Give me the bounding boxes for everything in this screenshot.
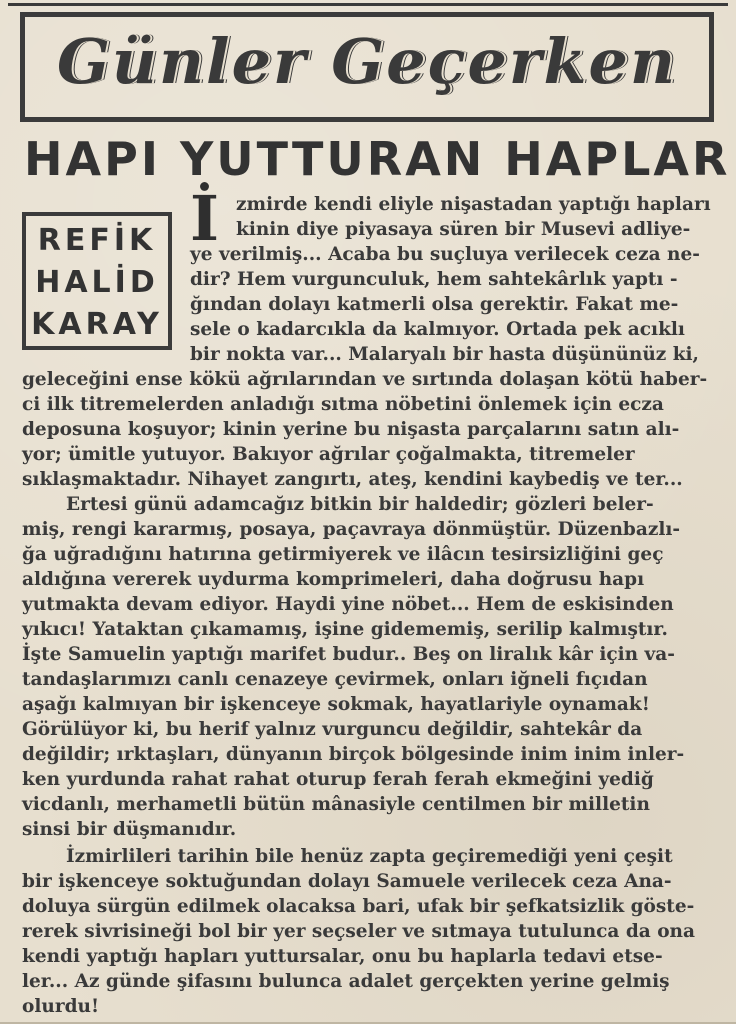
article-line: İzmirlileri tarihin bile henüz zapta geçiremediği yeni çeşit bbox=[66, 846, 673, 867]
article-line: olurdu! bbox=[22, 996, 100, 1017]
article-line: bir nokta var... Malaryalı bir hasta düşününüz ki, bbox=[190, 344, 700, 365]
article-line: dir? Hem vurgunculuk, hem sahtekârlık yaptı - bbox=[190, 269, 678, 290]
column-header-box bbox=[20, 12, 714, 122]
article-line: sıklaşmaktadır. Nihayet zangırtı, ateş, kendini kaybediş ve ter... bbox=[22, 469, 683, 490]
article-line: doluya sürgün edilmek olacaksa bari, ufak bir şefkatsizlik göste- bbox=[22, 896, 695, 917]
article-line: miş, rengi kararmış, posaya, paçavraya dönmüştür. Düzenbazlı- bbox=[22, 519, 681, 540]
article-line: ci ilk titremelerden anladığı sıtma nöbetini önlemek için ecza bbox=[22, 394, 664, 415]
article-line: zmirde kendi eliyle nişastadan yaptığı hapları bbox=[236, 194, 711, 215]
article-line: geleceğini ense kökü ağrılarından ve sırtında dolaşan kötü haber- bbox=[22, 369, 708, 390]
article-line: değildir; ırktaşları, dünyanın birçok bölgesinde inim inim inler- bbox=[22, 744, 685, 765]
article-line: rerek sivrisineği bol bir yer seçseler ve sıtmaya tutulunca da ona bbox=[22, 921, 695, 942]
article-line: sele o kadarcıkla da kalmıyor. Ortada pek acıklı bbox=[190, 319, 685, 340]
article-line: sinsi bir düşmanıdır. bbox=[22, 819, 237, 840]
article-line: İşte Samuelin yaptığı marifet budur.. Beş on liralık kâr için va- bbox=[22, 644, 675, 665]
article-line: aldığına vererek uydurma komprimeleri, daha doğrusu hapı bbox=[22, 569, 645, 590]
article-line: ğından dolayı katmerli olsa gerektir. Fakat me- bbox=[190, 294, 679, 315]
article-line: kendi yaptığı hapları yuttursalar, onu bu haplarla tedavi etse- bbox=[22, 946, 663, 967]
article-line: Ertesi günü adamcağız bitkin bir haldedir; gözleri beler- bbox=[66, 494, 654, 515]
article-line: ye verilmiş... Acaba bu suçluya verilecek ceza ne- bbox=[190, 244, 700, 265]
article-line: Görülüyor ki, bu herif yalnız vurguncu değildir, sahtekâr da bbox=[22, 719, 643, 740]
article-line: yıkıcı! Yataktan çıkamamış, işine gidememiş, serilip kalmıştır. bbox=[22, 619, 668, 640]
article-line: bir işkenceye soktuğundan dolayı Samuele verilecek ceza Ana- bbox=[22, 871, 672, 892]
top-rule bbox=[8, 3, 728, 6]
article-line: vicdanlı, merhametli bütün mânasiyle centilmen bir milletin bbox=[22, 794, 650, 815]
article-line: aşağı kalmıyan bir işkenceye sokmak, hayatlariyle oynamak! bbox=[22, 694, 650, 715]
drop-cap: İ bbox=[190, 182, 220, 255]
author-box bbox=[22, 212, 172, 350]
article-line: ken yurdunda rahat rahat oturup ferah ferah ekmeğini yediğ bbox=[22, 769, 654, 790]
column-title: Günler Geçerken bbox=[56, 25, 678, 98]
author-last-name: KARAY bbox=[31, 307, 163, 342]
article-line: ğa uğradığını hatırına getirmiyerek ve ilâcın tesirsizliğini geç bbox=[22, 544, 664, 565]
article-line: kinin diye piyasaya süren bir Musevi adliye- bbox=[236, 219, 691, 240]
article-line: ler... Az günde şifasını bulunca adalet gerçekten yerine gelmiş bbox=[22, 971, 670, 992]
author-first-name-part2: HALİD bbox=[35, 265, 159, 300]
author-first-name-part1: REFİK bbox=[37, 223, 157, 258]
article-headline: HAPI YUTTURAN HAPLAR bbox=[24, 132, 731, 186]
article-line: deposuna koşuyor; kinin yerine bu nişasta parçalarını satın alı- bbox=[22, 419, 680, 440]
article-line: yor; ümitle yutuyor. Bakıyor ağrılar çoğalmakta, titremeler bbox=[22, 444, 635, 465]
article-line: tandaşlarımızı canlı cenazeye çevirmek, onları iğneli fıçıdan bbox=[22, 669, 648, 690]
article-line: yutmakta devam ediyor. Haydi yine nöbet... Hem de eskisinden bbox=[22, 594, 674, 615]
